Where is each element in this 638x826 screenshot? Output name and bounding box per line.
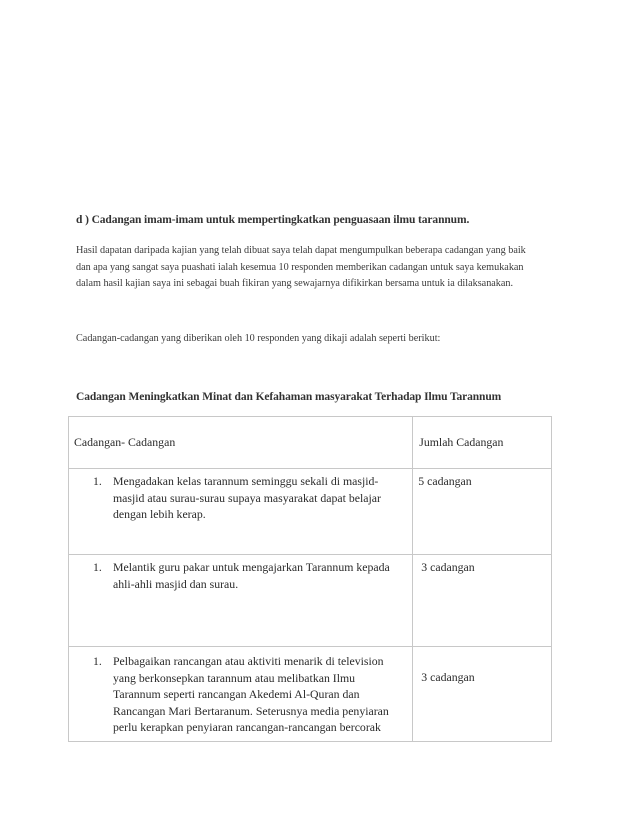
item-number: 1. xyxy=(93,474,102,488)
paragraph-line: dan apa yang sangat saya puashati ialah kesemua 10 responden memberikan cadangan untuk saya kemukakan xyxy=(76,261,524,273)
item-line: dengan lebih kerap. xyxy=(113,507,206,521)
item-line: Melantik guru pakar untuk mengajarkan Tarannum kepada xyxy=(113,560,390,574)
header-jumlah: Jumlah Cadangan xyxy=(413,417,552,469)
jumlah-cell: 5 cadangan xyxy=(413,469,552,555)
item-number: 1. xyxy=(93,654,102,668)
item-line: Pelbagaikan rancangan atau aktiviti menarik di television xyxy=(113,654,384,668)
paragraph-line: Hasil dapatan daripada kajian yang telah dibuat saya telah dapat mengumpulkan beberapa cadangan yang baik xyxy=(76,245,526,256)
jumlah-cell: 3 cadangan xyxy=(413,647,552,742)
cadangan-cell xyxy=(69,555,413,647)
intro-paragraph xyxy=(76,243,556,293)
responden-paragraph: Cadangan-cadangan yang diberikan oleh 10 responden yang dikaji adalah seperti berikut: xyxy=(76,333,441,344)
item-line: Rancangan Mari Bertaranum. Seterusnya media penyiaran xyxy=(113,703,389,718)
cadangan-cell xyxy=(69,647,413,742)
section-heading: d ) Cadangan imam-imam untuk mempertingkatkan penguasaan ilmu tarannum. xyxy=(76,214,470,226)
item-line: perlu kerapkan penyiaran rancangan-rancangan bercorak xyxy=(113,720,381,734)
item-line: yang berkonsepkan tarannum atau melibatkan Ilmu xyxy=(113,670,356,685)
item-number: 1. xyxy=(93,560,102,574)
item-line: Mengadakan kelas tarannum seminggu sekali di masjid- xyxy=(113,474,379,488)
table-heading: Cadangan Meningkatkan Minat dan Kefahaman masyarakat Terhadap Ilmu Tarannum xyxy=(76,391,502,403)
table-header-row xyxy=(69,417,552,469)
item-line: ahli-ahli masjid dan surau. xyxy=(113,576,239,591)
header-cadangan: Cadangan- Cadangan xyxy=(69,417,413,469)
table-row xyxy=(69,647,552,742)
cadangan-table xyxy=(68,416,552,742)
cadangan-cell xyxy=(69,469,413,555)
table-row xyxy=(69,555,552,647)
item-line: Tarannum seperti rancangan Akedemi Al-Quran dan xyxy=(113,687,360,701)
jumlah-cell: 3 cadangan xyxy=(413,555,552,647)
table-row xyxy=(69,469,552,555)
item-line: masjid atau surau-surau supaya masyarakat dapat belajar xyxy=(113,490,381,505)
paragraph-line: dalam hasil kajian saya ini sebagai buah fikiran yang sewajarnya difikirkan bersama untuk ia dilaksanakan. xyxy=(76,278,514,289)
